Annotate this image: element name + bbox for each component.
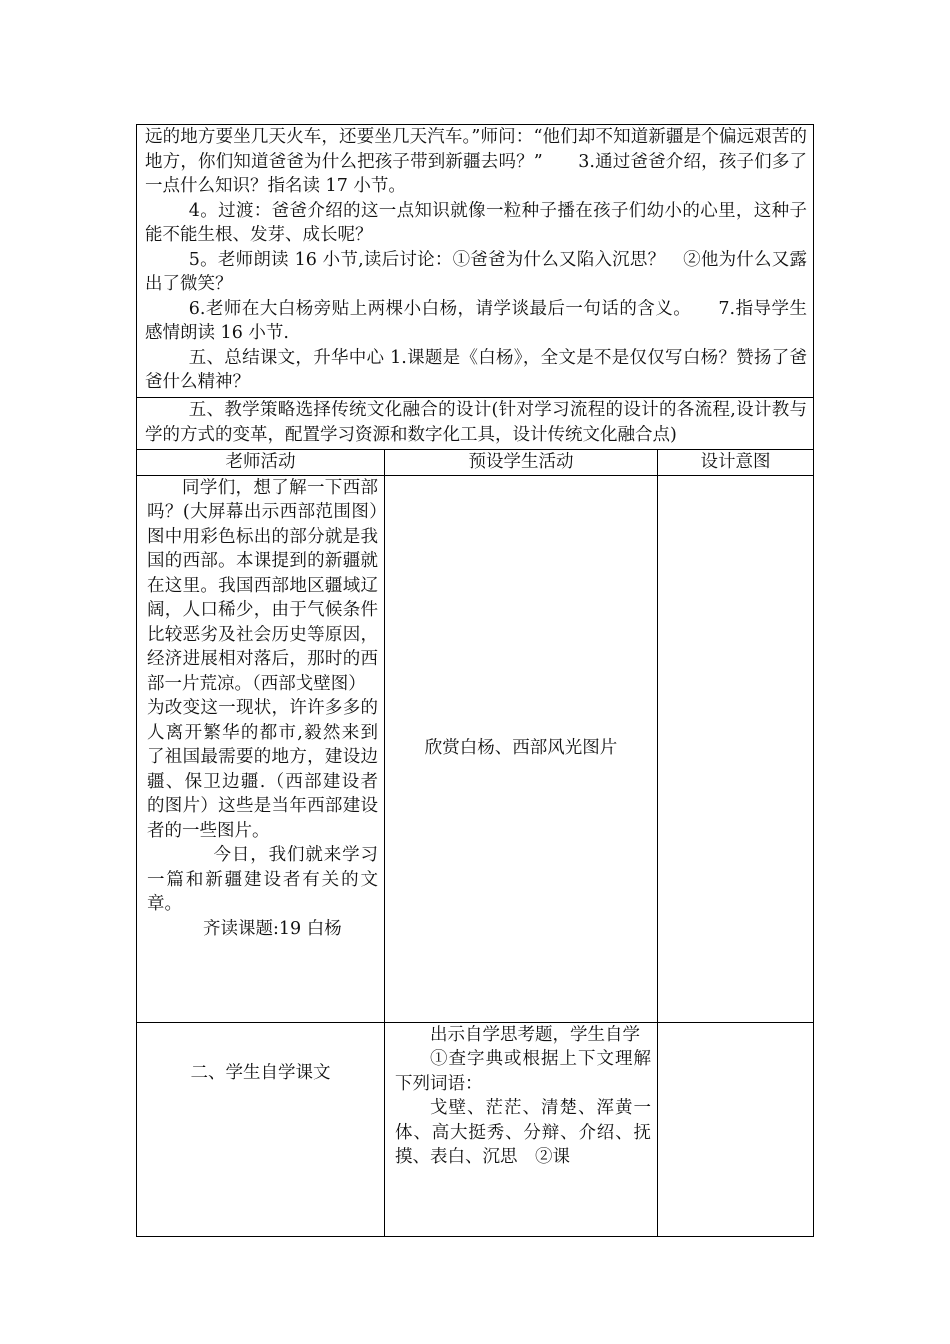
teacher-paragraph-4: 齐读课题:19 白杨 xyxy=(203,918,342,939)
process-paragraph-3: 5。老师朗读 16 小节,读后讨论：①爸爸为什么又陷入沉思？ ②他为什么又露出了微笑？ xyxy=(145,249,808,294)
student-activity-cell xyxy=(385,1022,658,1236)
design-intent-cell xyxy=(658,1022,814,1236)
student-paragraph-2: ①查字典或根据上下文理解下列词语： xyxy=(395,1049,651,1094)
process-paragraph-5: 五、总结课文，升华中心 1.课题是《白杨》，全文是不是仅仅写白杨？赞扬了爸爸什么精神？ xyxy=(145,347,808,392)
teacher-paragraph-2: 为改变这一现状，许许多多的人离开繁华的都市,毅然来到了祖国最需要的地方，建设边疆、保卫边疆.（西部建设者的图片）这些是当年西部建设者的一些图片。 xyxy=(147,698,378,841)
teaching-process-cell xyxy=(137,125,814,398)
student-activity-cell: 欣赏白杨、西部风光图片 xyxy=(385,475,658,1022)
student-paragraph-1: 出示自学思考题，学生自学 xyxy=(430,1024,640,1045)
student-paragraph-3: 戈壁、茫茫、清楚、浑黄一体、高大挺秀、分辩、介绍、抚摸、表白、沉思 ②课 xyxy=(395,1098,651,1167)
column-header-student: 预设学生活动 xyxy=(385,450,658,476)
teacher-activity-cell xyxy=(137,475,385,1022)
process-paragraph-2: 4。过渡：爸爸介绍的这一点知识就像一粒种子播在孩子们幼小的心里，这种子能不能生根、发芽、成长呢？ xyxy=(145,200,808,245)
strategy-heading: 五、教学策略选择传统文化融合的设计(针对学习流程的设计的各流程,设计教与学的方式的变革，配置学习资源和数字化工具，设计传统文化融合点) xyxy=(145,400,808,445)
table-row xyxy=(137,1022,814,1236)
process-paragraph-1: 远的地方要坐几天火车，还要坐几天汽车。”师问：“他们却不知道新疆是个偏远艰苦的地方，你们知道爸爸为什么把孩子带到新疆去吗？” 3.通过爸爸介绍，孩子们多了一点什么知识？指名读 17 小节。 xyxy=(145,127,808,196)
teacher-activity-cell: 二、学生自学课文 xyxy=(137,1022,385,1236)
design-intent-cell xyxy=(658,475,814,1022)
process-paragraph-4: 6.老师在大白杨旁贴上两棵小白杨，请学谈最后一句话的含义。 7.指导学生感情朗读 16 小节. xyxy=(145,298,808,343)
teacher-paragraph-1: 同学们，想了解一下西部吗？(大屏幕出示西部范围图）图中用彩色标出的部分就是我国的西部。本课提到的新疆就在这里。我国西部地区疆域辽阔，人口稀少，由于气候条件比较恶劣及社会历史等原因，经济进展相对落后，那时的西部一片荒凉。（西部戈壁图） xyxy=(147,477,378,694)
teacher-paragraph-3: 今日，我们就来学习一篇和新疆建设者有关的文章。 xyxy=(147,845,378,914)
lesson-plan-table xyxy=(136,124,814,1237)
column-header-intent: 设计意图 xyxy=(658,450,814,476)
table-row xyxy=(137,475,814,1022)
column-header-teacher: 老师活动 xyxy=(137,450,385,476)
column-header-row xyxy=(137,450,814,476)
strategy-heading-cell xyxy=(137,398,814,450)
